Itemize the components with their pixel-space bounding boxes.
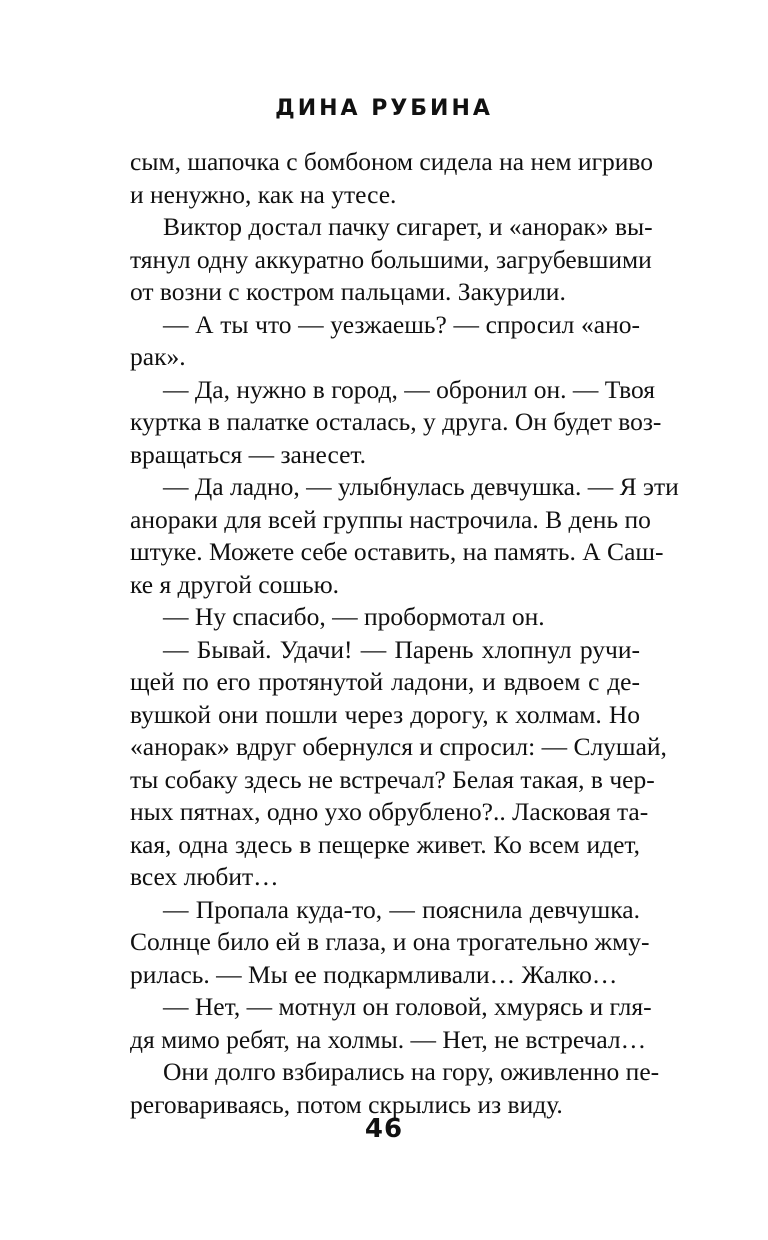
text-line: ных пятнах, одно ухо обрублено?.. Ласковая та- [130,797,649,826]
running-head: ДИНА РУБИНА [275,96,493,121]
text-line: — Да, нужно в город, — обронил он. — Твоя [163,374,655,404]
text-line: куртка в палатке осталась, у друга. Он будет воз- [130,407,662,436]
text-line: сым, шапочка с бомбоном сидела на нем игриво [130,147,654,176]
text-line: — Нет, — мотнул он головой, хмурясь и гля- [163,992,652,1021]
text-line: всех любит… [130,862,279,891]
text-line: тянул одну аккуратно большими, загрубевшими [130,244,652,274]
text-line: Солнце било ей в глаза, и она трогательно жму- [130,927,650,956]
body-text [130,146,679,1121]
text-line: щей по его протянутой ладони, и вдвоем с де- [130,667,640,696]
text-line: — Пропала куда-то, — пояснила девчушка. [163,894,640,924]
page-number: 46 [364,1114,404,1144]
text-line: кая, одна здесь в пещерке живет. Ко всем идет, [130,829,640,859]
text-line: рак». [130,342,186,371]
text-line: рилась. — Мы ее подкармливали… Жалко… [130,959,618,989]
text-line: «анорак» вдруг обернулся и спросил: — Слушай, [130,732,667,761]
text-line: реговариваясь, потом скрылись из виду. [130,1089,563,1119]
text-line: дя мимо ребят, на холмы. — Нет, не встречал… [130,1024,647,1054]
text-line: и ненужно, как на утесе. [130,179,397,209]
text-line: Виктор достал пачку сигарет, и «анорак» вы- [163,212,653,241]
text-line: — Ну спасибо, — пробормотал он. [163,602,545,631]
text-line: Они долго взбирались на гору, оживленно пе- [163,1057,660,1086]
text-line: вращаться — занесет. [130,439,367,469]
text-line: штуке. Можете себе оставить, на память. А Саш- [130,537,664,566]
text-line: вушкой они пошли через дорогу, к холмам. Но [130,699,640,729]
text-line: ты собаку здесь не встречал? Белая такая, в чер- [130,764,655,794]
text-line: от возни с костром пальцами. Закурили. [130,277,566,306]
text-line: ке я другой сошью. [130,569,340,599]
text-line: — Да ладно, — улыбнулась девчушка. — Я эти [163,472,679,501]
text-line: анораки для всей группы настрочила. В день по [130,504,651,534]
text-line: — А ты что — уезжаешь? — спросил «ано- [163,309,640,339]
text-line: — Бывай. Удачи! — Парень хлопнул ручи- [163,634,640,664]
